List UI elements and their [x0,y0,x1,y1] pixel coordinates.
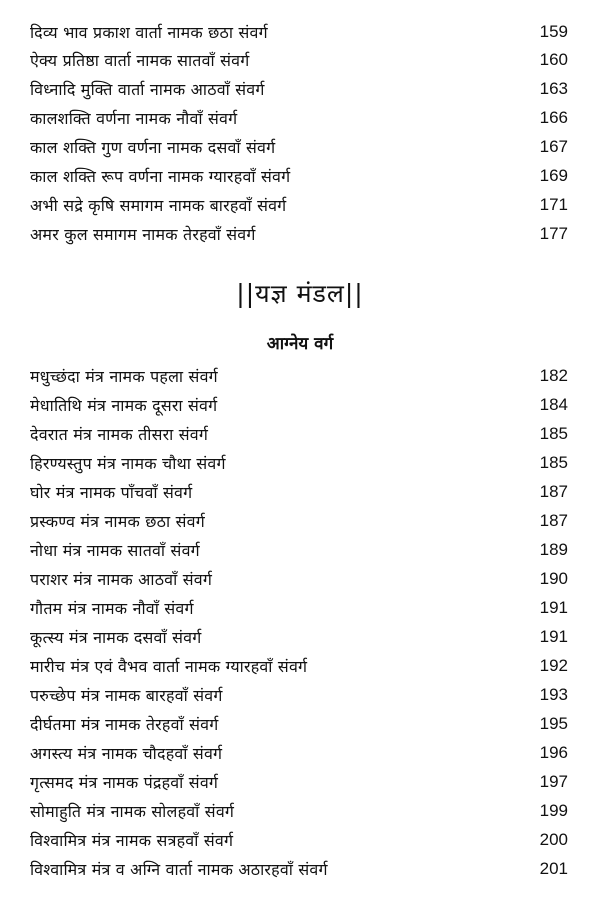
entry-page-number: 177 [539,224,568,243]
entry-title: हिरण्यस्तुप मंत्र नामक चौथा संवर्ग [30,454,226,473]
entry-title: सोमाहुति मंत्र नामक सोलहवाँ संवर्ग [30,802,235,821]
entry-page-number: 167 [539,137,568,156]
entry-title: घोर मंत्र नामक पाँचवाँ संवर्ग [30,483,193,502]
toc-entry [30,681,570,709]
entry-title: अभी सद्रे कृषि समागम नामक बारहवाँ संवर्ग [30,196,287,215]
toc-entry [30,391,570,419]
entry-title: विध्नादि मुक्ति वार्ता नामक आठवाँ संवर्ग [30,80,265,99]
toc-entry [30,797,570,825]
entry-title: प्रस्कण्व मंत्र नामक छठा संवर्ग [30,512,205,531]
toc-entry [30,507,570,535]
entry-page-number: 184 [539,395,568,414]
entry-page-number: 189 [539,540,568,559]
entry-title: अमर कुल समागम नामक तेरहवाँ संवर्ग [30,225,256,244]
toc-entry [30,739,570,767]
entry-page-number: 192 [539,656,568,675]
entry-page-number: 160 [539,50,568,69]
entry-page-number: 195 [539,714,568,733]
entry-page-number: 199 [539,801,568,820]
entry-title: कालशक्ति वर्णना नामक नौवाँ संवर्ग [30,109,238,128]
entry-page-number: 163 [539,79,568,98]
entry-page-number: 201 [539,859,568,878]
entry-title: गृत्समद मंत्र नामक पंद्रहवाँ संवर्ग [30,773,219,792]
entry-title: विश्वामित्र मंत्र नामक सत्रहवाँ संवर्ग [30,831,234,850]
entry-title: मेधातिथि मंत्र नामक दूसरा संवर्ग [30,396,218,415]
section-subheading: आग्नेय वर्ग [266,334,334,354]
toc-entry [30,855,570,883]
entry-page-number: 166 [539,108,568,127]
entry-title: देवरात मंत्र नामक तीसरा संवर्ग [30,425,209,444]
entry-page-number: 185 [539,424,568,443]
entry-page-number: 193 [539,685,568,704]
toc-entry [30,46,570,74]
entry-title: काल शक्ति गुण वर्णना नामक दसवाँ संवर्ग [30,138,276,157]
toc-entry [30,362,570,390]
toc-entry [30,536,570,564]
entry-page-number: 185 [539,453,568,472]
toc-entry [30,220,570,248]
entry-page-number: 182 [539,366,568,385]
entry-title: कूत्स्य मंत्र नामक दसवाँ संवर्ग [30,628,202,647]
entry-page-number: 169 [539,166,568,185]
toc-entry [30,449,570,477]
entry-title: नोधा मंत्र नामक सातवाँ संवर्ग [30,541,200,560]
toc-entry [30,104,570,132]
entry-title: दिव्य भाव प्रकाश वार्ता नामक छठा संवर्ग [30,23,268,42]
entry-page-number: 197 [539,772,568,791]
toc-entry [30,826,570,854]
entry-title: परुच्छेप मंत्र नामक बारहवाँ संवर्ग [30,686,223,705]
entry-page-number: 190 [539,569,568,588]
entry-title: मधुच्छंदा मंत्र नामक पहला संवर्ग [30,367,218,386]
toc-entry [30,710,570,738]
toc-entry [30,133,570,161]
toc-entry [30,768,570,796]
entry-title: काल शक्ति रूप वर्णना नामक ग्यारहवाँ संवर्ग [30,167,291,186]
section-heading: ||यज्ञ मंडल|| [236,279,364,308]
entry-page-number: 187 [539,511,568,530]
toc-entry [30,18,570,46]
entry-title: मारीच मंत्र एवं वैभव वार्ता नामक ग्यारहवाँ संवर्ग [30,657,308,676]
toc-entry [30,478,570,506]
toc-entry [30,191,570,219]
entry-page-number: 187 [539,482,568,501]
entry-page-number: 191 [539,627,568,646]
toc-entry [30,623,570,651]
entry-title: ऐक्य प्रतिष्ठा वार्ता नामक सातवाँ संवर्ग [30,51,250,70]
entry-page-number: 200 [539,830,568,849]
entry-title: दीर्घतमा मंत्र नामक तेरहवाँ संवर्ग [30,715,219,734]
toc-entry [30,594,570,622]
entry-title: विश्वामित्र मंत्र व अग्नि वार्ता नामक अठारहवाँ संवर्ग [30,860,328,879]
entry-title: पराशर मंत्र नामक आठवाँ संवर्ग [30,570,213,589]
entry-page-number: 171 [539,195,568,214]
toc-entry [30,565,570,593]
toc-entry [30,162,570,190]
toc-entry [30,652,570,680]
toc-entry [30,420,570,448]
entry-title: अगस्त्य मंत्र नामक चौदहवाँ संवर्ग [30,744,223,763]
toc-entry [30,75,570,103]
entry-page-number: 191 [539,598,568,617]
entry-page-number: 196 [539,743,568,762]
entry-page-number: 159 [539,22,568,41]
entry-title: गौतम मंत्र नामक नौवाँ संवर्ग [30,599,194,618]
